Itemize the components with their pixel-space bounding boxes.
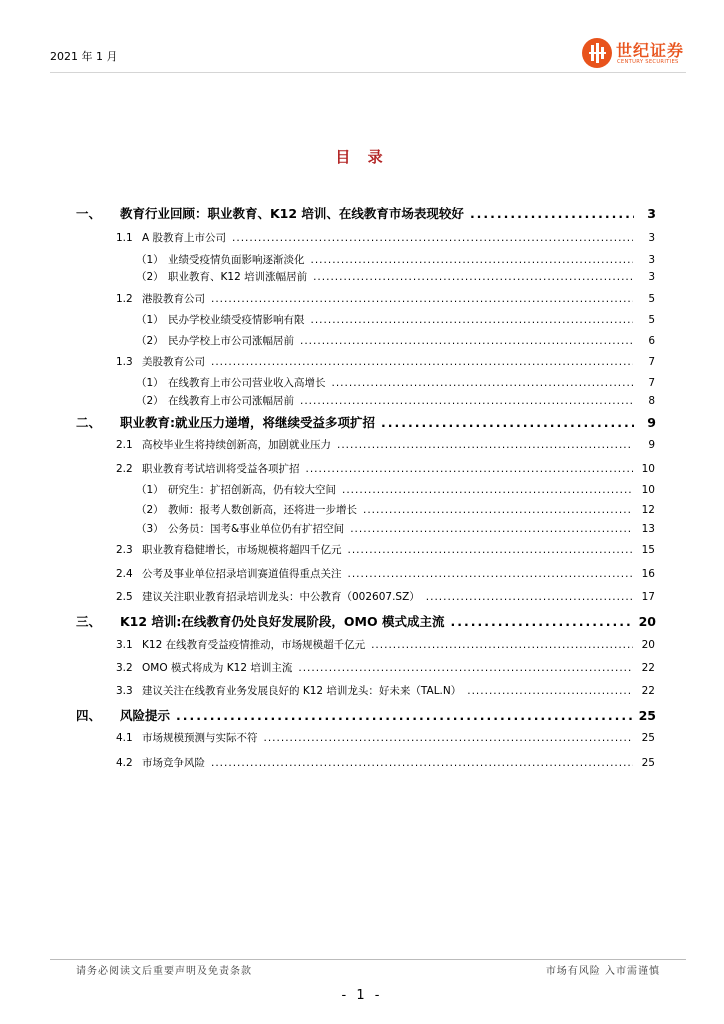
toc-entry[interactable] [116,637,655,652]
toc-entry[interactable] [116,566,655,581]
toc-leader-dots [363,504,633,516]
footer-risk-notice: 市场有风险 入市需谨慎 [545,966,660,977]
toc-leader-dots [342,484,633,496]
toc-entry-title: 在线教育上市公司营业收入高增长 [168,377,326,389]
toc-entry-number: （3） [136,523,164,535]
toc-entry-title: 高校毕业生将持续创新高，加剧就业压力 [142,439,331,451]
toc-leader-dots [467,685,633,697]
toc-entry-number: 一、 [76,206,102,221]
toc-leader-dots [211,293,633,305]
toc-entry[interactable] [116,755,655,770]
toc-entry[interactable] [116,542,655,557]
toc-entry-page: 3 [648,271,655,283]
toc-entry[interactable] [116,437,655,452]
page-number: - 1 - [341,988,383,1003]
toc-entry-title: 职业教育、K12 培训涨幅居前 [168,271,308,283]
toc-entry-page: 5 [648,293,655,305]
toc-entry-page: 16 [641,568,655,580]
toc-entry-number: 3.1 [116,639,133,651]
toc-entry-number: 4.2 [116,757,133,769]
toc-entry-number: （1） [136,254,164,266]
toc-entry-title: K12 在线教育受益疫情推动，市场规模超千亿元 [142,639,366,651]
toc-leader-dots [211,757,633,769]
toc-entry-number: 3.2 [116,662,133,674]
toc-entry[interactable] [136,269,655,284]
toc-entry-page: 13 [641,523,655,535]
toc-entry-number: 2.5 [116,591,133,603]
toc-entry-number: 1.2 [116,293,133,305]
toc-entry-page: 9 [647,415,656,430]
toc-entry-page: 20 [638,614,656,629]
toc-entry[interactable] [116,230,655,245]
toc-entry-page: 25 [638,708,656,723]
toc-leader-dots [311,314,634,326]
toc-entry-number: 4.1 [116,732,133,744]
toc-leader-dots [232,232,633,244]
toc-entry[interactable] [76,413,656,431]
toc-entry-title: 教师：报考人数创新高，还将进一步增长 [168,504,357,516]
toc-leader-dots [371,639,633,651]
toc-entry-number: 2.2 [116,463,133,475]
toc-leader-dots [311,254,634,266]
footer-divider [50,959,686,960]
toc-entry-page: 22 [641,662,655,674]
toc-leader-dots [381,415,634,430]
toc-entry-title: 民办学校业绩受疫情影响有限 [168,314,305,326]
toc-entry-number: （1） [136,377,164,389]
toc-entry-title: 港股教育公司 [142,293,205,305]
toc-leader-dots [300,335,633,347]
toc-entry-title: 职业教育:就业压力递增，将继续受益多项扩招 [120,415,375,430]
toc-entry[interactable] [116,354,655,369]
toc-entry-page: 12 [641,504,655,516]
toc-entry[interactable] [76,706,656,724]
toc-title: 目 录 [335,148,389,166]
toc-entry-title: OMO 模式将成为 K12 培训主流 [142,662,293,674]
toc-entry-page: 8 [648,395,655,407]
logo-name-cn: 世纪证券 [616,41,685,60]
toc-leader-dots [348,544,634,556]
toc-entry-title: 公考及事业单位招录培训赛道值得重点关注 [142,568,342,580]
toc-entry-page: 3 [647,206,656,221]
toc-entry-number: （2） [136,395,164,407]
toc-entry-number: 2.1 [116,439,133,451]
toc-entry-title: 美股教育公司 [142,356,205,368]
toc-entry-number: （2） [136,271,164,283]
toc-entry[interactable] [116,589,655,604]
toc-entry[interactable] [76,612,656,630]
toc-entry-title: 市场竞争风险 [142,757,205,769]
toc-entry-title: 民办学校上市公司涨幅居前 [168,335,294,347]
toc-entry-number: 3.3 [116,685,133,697]
toc-leader-dots [337,439,633,451]
company-logo [582,38,692,70]
toc-entry-number: 2.4 [116,568,133,580]
footer-disclaimer: 请务必阅读文后重要声明及免责条款 [76,966,252,977]
toc-entry-page: 25 [641,757,655,769]
toc-entry-number: 1.1 [116,232,133,244]
toc-entry-page: 3 [648,232,655,244]
toc-entry-title: A 股教育上市公司 [142,232,227,244]
toc-entry[interactable] [116,461,655,476]
toc-entry-page: 9 [648,439,655,451]
toc-leader-dots [350,523,633,535]
toc-entry-number: （1） [136,484,164,496]
toc-leader-dots [211,356,633,368]
toc-entry-title: 业绩受疫情负面影响逐渐淡化 [168,254,305,266]
toc-entry-page: 3 [648,254,655,266]
toc-entry-title: 公务员：国考&事业单位仍有扩招空间 [168,523,345,535]
toc-entry[interactable] [116,683,655,698]
toc-entry-page: 25 [641,732,655,744]
toc-entry-title: 教育行业回顾：职业教育、K12 培训、在线教育市场表现较好 [120,206,464,221]
toc-entry[interactable] [136,521,655,536]
toc-entry-page: 6 [648,335,655,347]
report-date: 2021 年 1 月 [50,50,118,63]
toc-entry-number: 三、 [76,614,102,629]
toc-entry[interactable] [136,333,655,348]
toc-entry-number: 四、 [76,708,102,723]
toc-leader-dots [264,732,634,744]
toc-entry[interactable] [136,375,655,390]
toc-leader-dots [298,662,633,674]
toc-entry-page: 7 [648,356,655,368]
toc-entry-number: 2.3 [116,544,133,556]
toc-entry[interactable] [136,502,655,517]
toc-entry-title: 在线教育上市公司涨幅居前 [168,395,294,407]
toc-entry-page: 7 [648,377,655,389]
toc-leader-dots [332,377,634,389]
toc-entry-number: （2） [136,335,164,347]
toc-leader-dots [313,271,633,283]
toc-entry-title: 风险提示 [120,708,171,723]
toc-entry[interactable] [136,482,655,497]
toc-entry-title: 职业教育考试培训将受益各项扩招 [142,463,300,475]
toc-entry[interactable] [136,393,655,408]
toc-leader-dots [300,395,633,407]
toc-entry-number: （2） [136,504,164,516]
toc-entry-page: 20 [641,639,655,651]
toc-entry[interactable] [116,660,655,675]
toc-entry-title: 职业教育稳健增长，市场规模将超四千亿元 [142,544,342,556]
toc-entry-number: （1） [136,314,164,326]
toc-entry[interactable] [116,730,655,745]
toc-leader-dots [450,614,632,629]
toc-entry[interactable] [116,291,655,306]
toc-leader-dots [306,463,634,475]
toc-leader-dots [426,591,633,603]
toc-entry[interactable] [136,252,655,267]
toc-leader-dots [176,708,633,723]
toc-entry-title: 建议关注职业教育招录培训龙头：中公教育（002607.SZ） [142,591,420,603]
toc-leader-dots [348,568,634,580]
toc-entry-number: 1.3 [116,356,133,368]
toc-entry-title: 市场规模预测与实际不符 [142,732,258,744]
toc-leader-dots [470,206,634,221]
toc-entry-title: K12 培训:在线教育仍处良好发展阶段，OMO 模式成主流 [120,614,445,629]
toc-entry-page: 10 [641,484,655,496]
toc-entry-page: 17 [641,591,655,603]
toc-entry-title: 研究生：扩招创新高，仍有较大空间 [168,484,336,496]
toc-entry[interactable] [136,312,655,327]
toc-entry-page: 15 [641,544,655,556]
toc-entry-page: 22 [641,685,655,697]
logo-name-en: CENTURY SECURITIES [617,59,679,65]
toc-entry-page: 10 [641,463,655,475]
header-divider [50,72,686,73]
toc-entry-title: 建议关注在线教育业务发展良好的 K12 培训龙头：好未来（TAL.N） [142,685,462,697]
logo-emblem-icon [582,38,612,68]
toc-entry-page: 5 [648,314,655,326]
toc-entry[interactable] [76,204,656,222]
toc-entry-number: 二、 [76,415,102,430]
